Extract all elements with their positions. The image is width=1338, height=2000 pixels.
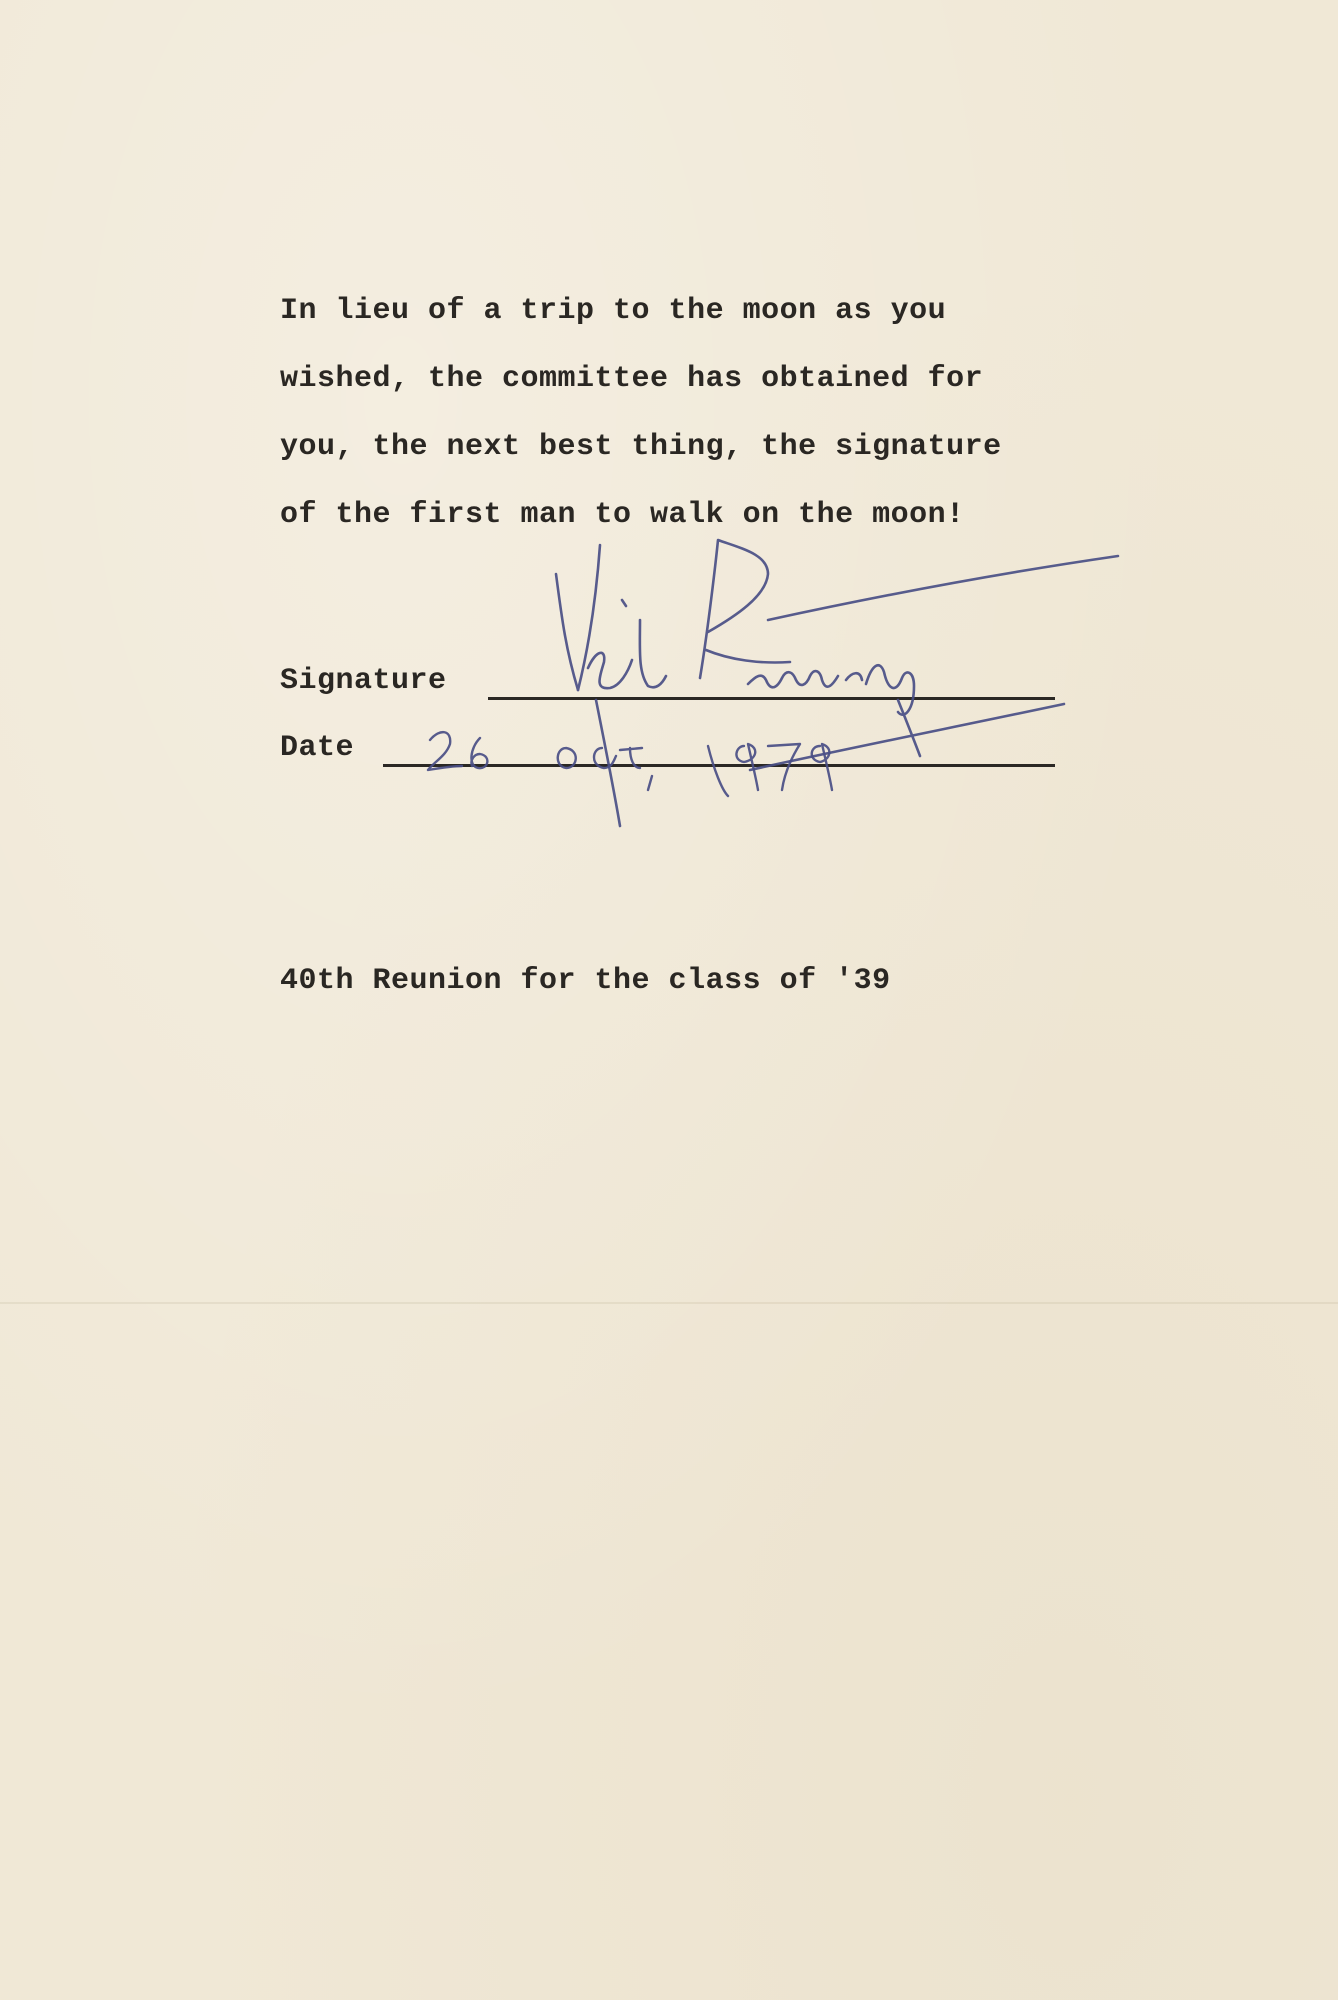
paragraph-line-3: you, the next best thing, the signature	[280, 430, 1002, 464]
paragraph-line-1: In lieu of a trip to the moon as you	[280, 294, 947, 328]
signature-label: Signature	[280, 664, 447, 698]
date-label: Date	[280, 731, 355, 765]
paragraph-line-4: of the first man to walk on the moon!	[280, 498, 965, 532]
signature-neil-armstrong	[556, 540, 1118, 826]
paragraph-line-2: wished, the committee has obtained for	[280, 362, 984, 396]
reunion-footer: 40th Reunion for the class of '39	[280, 964, 891, 998]
